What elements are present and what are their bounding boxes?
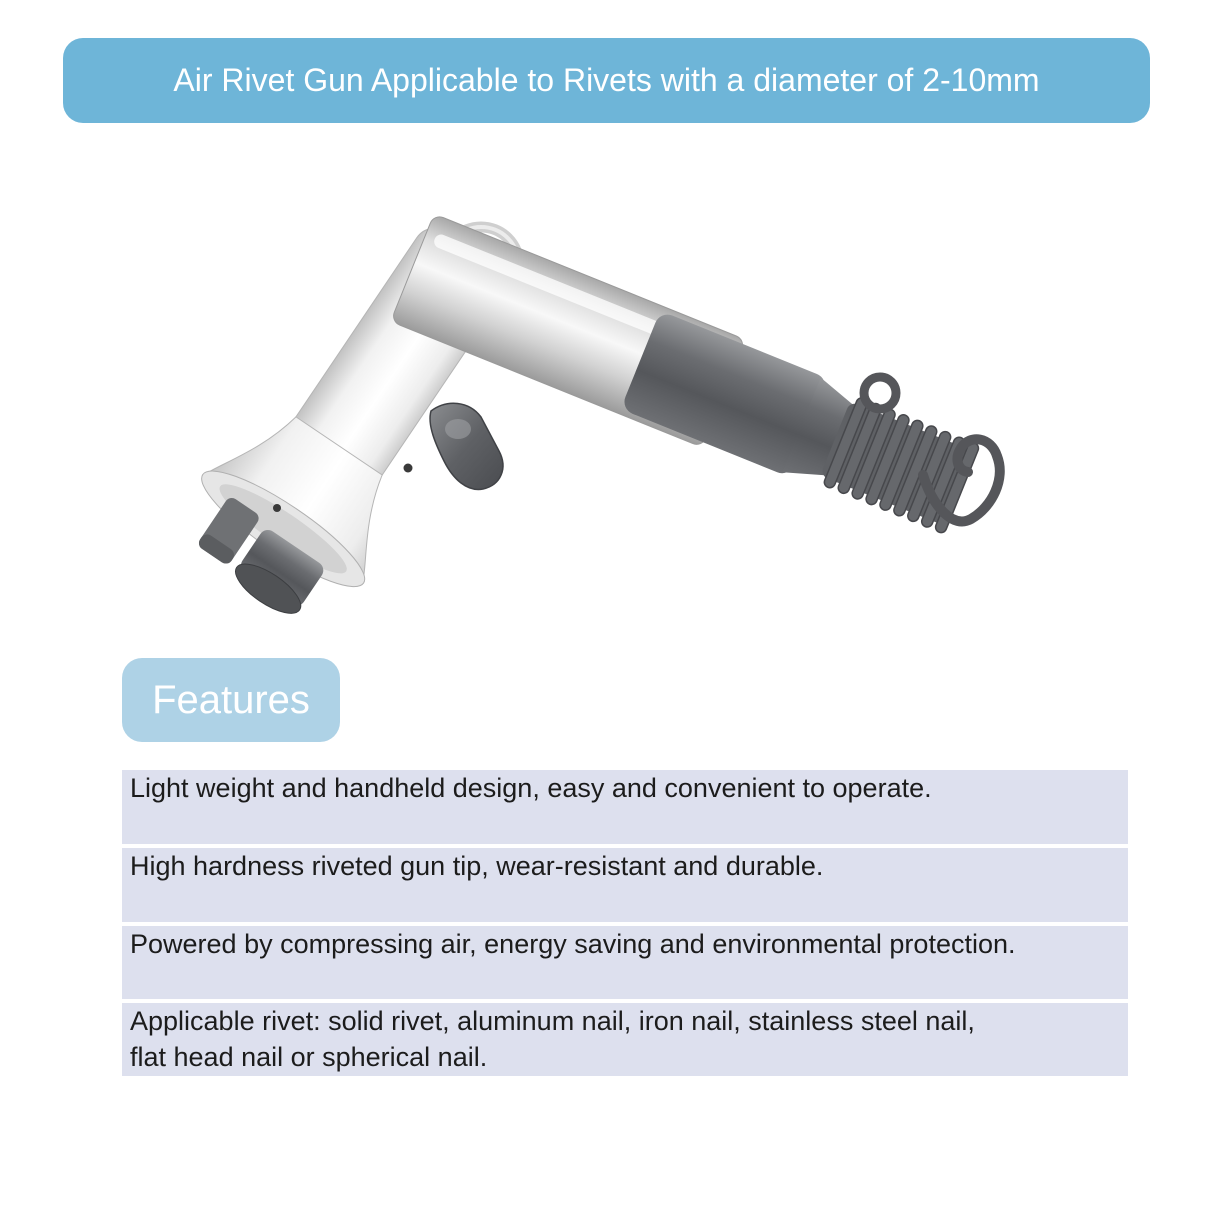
feature-row-2 [122,848,1128,922]
air-rivet-gun-illustration [175,205,1015,665]
feature-text: flat head nail or spherical nail. [130,1042,488,1072]
feature-text: Powered by compressing air, energy saving and environmental protection. [130,929,1016,959]
page-title: Air Rivet Gun Applicable to Rivets with a diameter of 2-10mm [173,62,1040,98]
feature-text: Applicable rivet: solid rivet, aluminum nail, iron nail, stainless steel nail, [130,1006,975,1036]
spring-loop [864,377,896,409]
features-badge [122,658,340,742]
feature-row-4 [122,1003,1128,1076]
feature-row-1 [122,770,1128,844]
trigger [430,403,503,489]
feature-text: High hardness riveted gun tip, wear-resistant and durable. [130,851,824,881]
pin-hole [273,504,281,512]
product-photo [175,205,1015,665]
features-badge-label: Features [152,677,310,722]
feature-row-3 [122,926,1128,999]
feature-text: Light weight and handheld design, easy and convenient to operate. [130,773,932,803]
title-banner [63,38,1150,123]
pin-hole [404,464,413,473]
